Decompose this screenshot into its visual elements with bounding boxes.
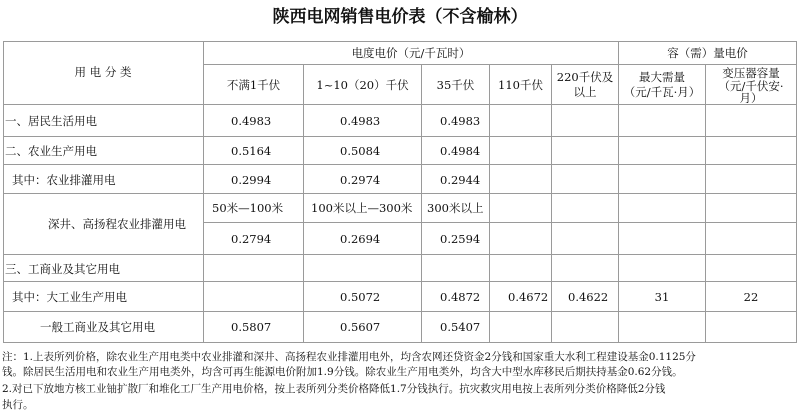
cell-large-ind-220kv: 0.4622 bbox=[568, 290, 609, 304]
page-title: 陕西电网销售电价表（不含榆林） bbox=[272, 7, 528, 27]
row-label-agri: 二、农业生产用电 bbox=[5, 144, 97, 158]
header-col-110kv: 110千伏 bbox=[498, 78, 543, 92]
cell-large-ind-max-demand: 31 bbox=[654, 290, 670, 304]
cell-large-ind-110kv: 0.4672 bbox=[508, 290, 549, 304]
cell-residential-35kv: 0.4983 bbox=[440, 114, 481, 128]
cell-general-35kv: 0.5407 bbox=[440, 320, 481, 334]
note-line-2: 钱。除居民生活用电和农业生产用电类外，均含可再生能源电价附加1.9分钱。除农业生产用电类外，均含大中型水库移民后期扶持基金0.62分钱。 bbox=[2, 366, 683, 378]
header-col-1-10kv: 1~10（20）千伏 bbox=[316, 78, 409, 92]
header-transformer-line1: 变压器容量 bbox=[722, 66, 780, 80]
header-transformer-line2: （元/千伏安· bbox=[718, 79, 784, 93]
cell-irrigation-35kv: 0.2944 bbox=[440, 173, 481, 187]
note-line-3: 2.对已下放地方核工业铀扩散厂和堆化工厂生产用电价格，按上表所列分类价格降低1.7分钱执行。抗灾救灾用电按上表所列分类价格降低2分钱 bbox=[2, 383, 666, 395]
header-capacity-price: 容（需）量电价 bbox=[667, 46, 748, 60]
row-label-large-industrial: 其中：大工业生产用电 bbox=[12, 290, 127, 304]
cell-residential-under1kv: 0.4983 bbox=[231, 114, 272, 128]
cell-irrigation-under1kv: 0.2994 bbox=[231, 173, 272, 187]
row-label-deepwell: 深井、高扬程农业排灌用电 bbox=[48, 217, 186, 231]
row-label-general: 一般工商业及其它用电 bbox=[40, 320, 155, 334]
header-col-35kv: 35千伏 bbox=[436, 78, 475, 92]
note-line-4: 执行。 bbox=[2, 399, 34, 411]
row-label-irrigation: 其中：农业排灌用电 bbox=[12, 173, 116, 187]
cell-deepwell-sub1: 50米—100米 bbox=[212, 201, 284, 215]
header-col-under-1kv: 不满1千伏 bbox=[226, 78, 281, 92]
cell-deepwell-under1kv: 0.2794 bbox=[231, 232, 272, 246]
cell-agri-35kv: 0.4984 bbox=[440, 144, 481, 158]
header-col-220kv-line2: 以上 bbox=[573, 85, 597, 99]
header-max-demand-line1: 最大需量 bbox=[639, 70, 685, 84]
header-category: 用 电 分 类 bbox=[74, 65, 132, 79]
row-label-industrial: 三、工商业及其它用电 bbox=[5, 262, 120, 276]
cell-irrigation-1-10kv: 0.2974 bbox=[340, 173, 381, 187]
cell-deepwell-sub2: 100米以上—300米 bbox=[311, 201, 413, 215]
cell-deepwell-sub3: 300米以上 bbox=[427, 201, 484, 215]
note-line-1: 注：1.上表所列价格，除农业生产用电类中农业排灌和深井、高扬程农业排灌用电外，均含农网还贷资金2分钱和国家重大水利工程建设基金0.1125分 bbox=[2, 351, 696, 363]
cell-residential-1-10kv: 0.4983 bbox=[340, 114, 381, 128]
row-label-residential: 一、居民生活用电 bbox=[5, 114, 97, 128]
cell-large-ind-35kv: 0.4872 bbox=[440, 290, 481, 304]
header-col-220kv-line1: 220千伏及 bbox=[556, 70, 614, 84]
header-transformer-line3: 月） bbox=[739, 91, 763, 105]
cell-deepwell-1-10kv: 0.2694 bbox=[340, 232, 381, 246]
cell-agri-1-10kv: 0.5084 bbox=[340, 144, 381, 158]
cell-general-under1kv: 0.5807 bbox=[231, 320, 272, 334]
cell-large-ind-1-10kv: 0.5072 bbox=[340, 290, 381, 304]
cell-deepwell-35kv: 0.2594 bbox=[440, 232, 481, 246]
cell-general-1-10kv: 0.5607 bbox=[340, 320, 381, 334]
cell-large-ind-transformer: 22 bbox=[743, 290, 759, 304]
header-energy-price: 电度电价（元/千瓦时） bbox=[351, 46, 471, 60]
header-max-demand-line2: （元/千瓦·月） bbox=[623, 85, 701, 99]
cell-agri-under1kv: 0.5164 bbox=[231, 144, 272, 158]
